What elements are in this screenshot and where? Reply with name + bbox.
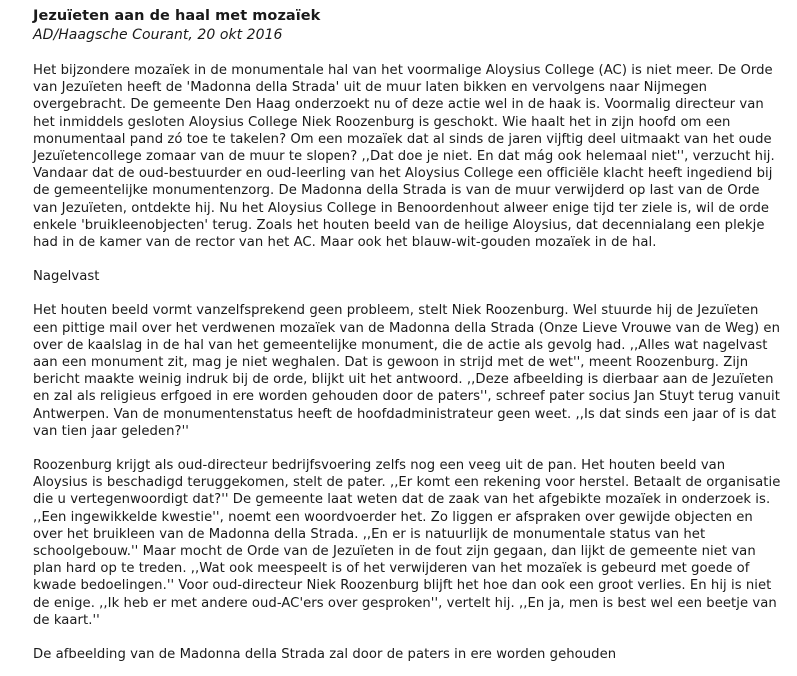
article-source: AD/Haagsche Courant, 20 okt 2016 bbox=[33, 27, 283, 43]
article-paragraph-1: Het bijzondere mozaïek in de monumentale hal van het voormalige Aloysius College (AC) is niet meer. De Orde van Jezuïeten heeft de 'Madonna della Strada' uit de muur laten bikken en vervolgens naar Nijmegen overgebracht. De gemeente Den Haag onderzoekt nu of deze actie wel in de haak is. Voormalig directeur van het inmiddels gesloten Aloysius College Niek Roozenburg is geschokt. Wie haalt het in zijn hoofd om een monumentaal pand zó toe te takelen? Om een mozaïek dat al sinds de jaren vijftig deel uitmaakt van het oude Jezuïetencollege zomaar van de muur te slopen? ,,Dat doe je niet. En dat mág ook helemaal niet'', verzucht hij. Vandaar dat de oud-bestuurder en oud-leerling van het Aloysius College een officiële klacht heeft ingediend bij de gemeentelijke monumentenzorg. De Madonna della Strada is van de muur verwijderd op last van de Orde van Jezuïeten, ontdekte hij. Nu het Aloysius College in Benoordenhout alweer enige tijd ter ziele is, wil de orde enkele 'bruikleenobjecten' terug. Zoals het houten beeld van de heilige Aloysius, dat decennialang een plekje had in de kamer van de rector van het AC. Maar ook het blauw-wit-gouden mozaïek in de hal. bbox=[33, 63, 775, 251]
article-paragraph-3: Roozenburg krijgt als oud-directeur bedrijfsvoering zelfs nog een veeg uit de pan. Het houten beeld van Aloysius is beschadigd teruggekomen, stelt de pater. ,,Er komt een rekening voor herstel. Betaalt de organisatie die u vertegenwoordigt dat?'' De gemeente laat weten dat de zaak van het afgebikte mozaïek in onderzoek is. ,,Een ingewikkelde kwestie'', noemt een woordvoerder het. Zo liggen er afspraken over gewijde objecten en over het bruikleen van de Madonna della Strada. ,,En er is natuurlijk de monumentale status van het schoolgebouw.'' Maar mocht de Orde van de Jezuïeten in de fout zijn gegaan, dan lijkt de gemeente niet van plan hard op te treden. ,,Wat ook meespeelt is of het verwijderen van het mozaïek is gebeurd met goede of kwade bedoelingen.'' Voor oud-directeur Niek Roozenburg blijft het hoe dan ook een groot verlies. En hij is niet de enige. ,,Ik heb er met andere oud-AC'ers over gesproken'', vertelt hij. ,,En ja, men is best wel een beetje van de kaart.'' bbox=[33, 458, 781, 628]
article bbox=[33, 7, 783, 663]
article-paragraph-2: Het houten beeld vormt vanzelfsprekend geen probleem, stelt Niek Roozenburg. Wel stuurde hij de Jezuïeten een pittige mail over het verdwenen mozaïek van de Madonna della Strada (Onze Lieve Vrouwe van de Weg) en over de kaalslag in de hal van het gemeentelijke monument, die de actie als gevolg had. ,,Alles wat nagelvast aan een monument zit, mag je niet weghalen. Dat is gewoon in strijd met de wet'', meent Roozenburg. Zijn bericht maakte weinig indruk bij de orde, blijkt uit het antwoord. ,,Deze afbeelding is dierbaar aan de Jezuïeten en zal als religieus erfgoed in ere worden gehouden door de paters'', schreef pater socius Jan Stuyt terug vanuit Antwerpen. Van de monumentenstatus heeft de hoofdadministrateur geen weet. ,,Is dat sinds een jaar of is dat van tien jaar geleden?'' bbox=[33, 303, 781, 439]
article-subheading: Nagelvast bbox=[33, 269, 100, 285]
article-title: Jezuïeten aan de haal met mozaïek bbox=[33, 8, 321, 24]
article-closing-line: De afbeelding van de Madonna della Strada zal door de paters in ere worden gehouden bbox=[33, 647, 617, 663]
